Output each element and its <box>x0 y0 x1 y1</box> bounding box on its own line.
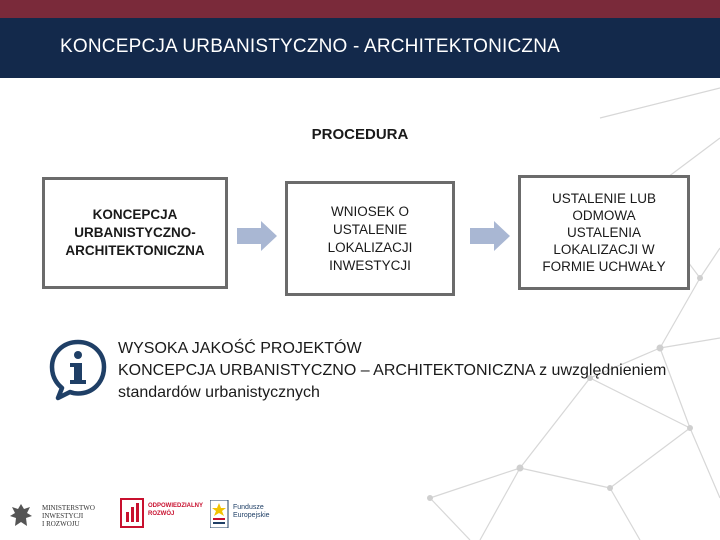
odpowiedzialny-rozwoj-text <box>148 502 203 518</box>
info-line: WYSOKA JAKOŚĆ PROJEKTÓW <box>118 340 362 357</box>
logo3-line: Fundusze <box>233 504 264 511</box>
arrow-right-icon <box>470 221 510 251</box>
step-2-line: WNIOSEK O <box>330 203 409 219</box>
fundusze-europejskie-text <box>233 504 270 520</box>
logo3-line: Europejskie <box>233 512 270 519</box>
step-2-line: USTALENIE <box>332 221 408 237</box>
arrow-right-icon <box>237 221 277 251</box>
step-box-application <box>285 181 455 296</box>
step-box-concept <box>42 177 228 289</box>
info-line: standardów urbanistycznych <box>118 384 320 401</box>
logo2-line: ROZWÓJ <box>148 511 175 517</box>
info-line: KONCEPCJA URBANISTYCZNO – ARCHITEKTONICZNA z uwzględnieniem <box>118 362 667 379</box>
step-3-line: USTALENIE LUB <box>551 191 657 206</box>
odpowiedzialny-rozwoj-logo-icon <box>120 498 144 528</box>
network-decoration <box>0 78 720 540</box>
step-2-line: LOKALIZACJI <box>327 239 413 255</box>
info-text <box>118 338 708 404</box>
step-3-line: LOKALIZACJI W <box>553 242 655 257</box>
fundusze-europejskie-logo-icon <box>210 500 230 528</box>
step-3-line: ODMOWA <box>572 208 636 223</box>
title-bar <box>0 18 720 78</box>
logo1-line: I ROZWOJU <box>42 520 80 528</box>
step-2-line: INWESTYCJI <box>329 257 411 273</box>
step-1-line: URBANISTYCZNO- <box>74 225 196 240</box>
logo1-line: MINISTERSTWO <box>42 504 95 512</box>
step-1-line: ARCHITEKTONICZNA <box>65 243 205 258</box>
eagle-emblem-icon <box>8 502 34 530</box>
footer-logos <box>0 490 720 540</box>
procedure-label: PROCEDURA <box>311 126 409 143</box>
top-accent-strip <box>0 0 720 18</box>
ministry-logo-text <box>42 504 95 528</box>
step-3-line: USTALENIA <box>566 225 641 240</box>
logo1-line: INWESTYCJI <box>42 512 84 520</box>
step-box-resolution <box>518 175 690 290</box>
slide-title: KONCEPCJA URBANISTYCZNO - ARCHITEKTONICZNA <box>60 36 560 57</box>
info-speech-bubble-icon <box>48 338 108 402</box>
step-1-line: KONCEPCJA <box>92 207 178 222</box>
step-3-line: FORMIE UCHWAŁY <box>542 259 666 274</box>
logo2-line: ODPOWIEDZIALNY <box>148 503 203 509</box>
